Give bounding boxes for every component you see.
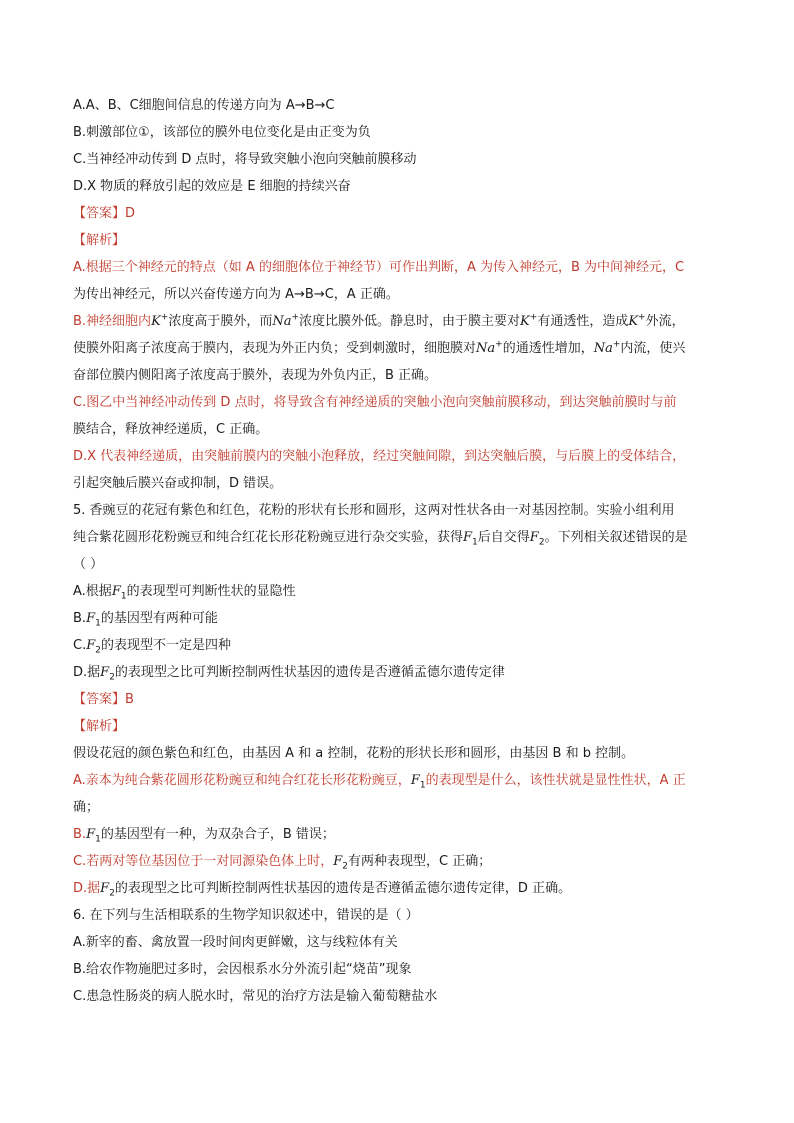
q4-analysis-c-line2: 膜结合，释放神经递质，C 正确。 [73, 422, 269, 437]
q5-stem-line1: 5. 香豌豆的花冠有紫色和红色，花粉的形状有长形和圆形，这两对性状各由一对基因控制。实验小组利用 [73, 503, 675, 518]
q4-analysis-title: 【解析】 [73, 233, 126, 248]
q4-answer: 【答案】D [73, 206, 136, 221]
q5-analysis-a-line2: 确； [73, 800, 100, 815]
q4-option-a: A.A、B、C细胞间信息的传递方向为 A→B→C [73, 98, 335, 113]
q4-b-text: B.神经细胞内 [73, 314, 152, 329]
q4-analysis-d-line1: D.X 代表神经递质，由突触前膜内的突触小泡释放，经过突触间隙，到达突触后膜，与后膜上的受体结合， [73, 449, 686, 464]
document-page [73, 92, 723, 1010]
q5-option-c: $C.F_2$的表现型不一定是四种 [73, 638, 231, 656]
q4-analysis-a-line2: 为传出神经元，所以兴奋传递方向为 A→B→C，A 正确。 [73, 287, 399, 302]
q4-analysis-a-line1: A.根据三个神经元的特点（如 A 的细胞体位于神经节）可作出判断，A 为传入神经元，B 为中间神经元，C [73, 260, 685, 275]
q5-option-a: A.根据$F_1$的表现型可判断性状的显隐性 [73, 584, 296, 602]
q4-analysis-d-line2: 引起突触后膜兴奋或抑制，D 错误。 [73, 476, 283, 491]
q6-stem: 6. 在下列与生活相联系的生物学知识叙述中，错误的是（ ） [73, 908, 419, 923]
q5-option-d: D.据$F_2$的表现型之比可判断控制两性状基因的遗传是否遵循孟德尔遗传定律 [73, 665, 505, 683]
q6-option-a: A.新宰的畜、禽放置一段时间肉更鲜嫩，这与线粒体有关 [73, 935, 398, 950]
q4-analysis-b-line1: B.神经细胞内K+浓度高于膜外，而Na+浓度比膜外低。静息时，由于膜主要对K+有通透性，造成K+外流， [73, 312, 685, 329]
q4-option-b: B.刺激部位①，该部位的膜外电位变化是由正变为负 [73, 125, 371, 140]
q4-analysis-b-line3: 奋部位膜内侧阳离子浓度高于膜外，表现为外负内正，B 正确。 [73, 368, 438, 383]
q4-option-c: C.当神经冲动传到 D 点时，将导致突触小泡向突触前膜移动 [73, 152, 417, 167]
q6-option-c: C.患急性肠炎的病人脱水时，常见的治疗方法是输入葡萄糖盐水 [73, 989, 438, 1004]
q5-option-b: $B.F_1$的基因型有两种可能 [73, 611, 218, 629]
q5-analysis-c: C.若两对等位基因位于一对同源染色体上时，$F_2$有两种表现型，C 正确； [73, 854, 492, 872]
q5-analysis-d: D.据$F_2$的表现型之比可判断控制两性状基因的遗传是否遵循孟德尔遗传定律，D 正确。 [73, 881, 572, 899]
q6-option-b: B.给农作物施肥过多时，会因根系水分外流引起“烧苗”现象 [73, 962, 412, 977]
q5-stem-line3: （ ） [73, 557, 104, 572]
q4-analysis-c-line1: C.图乙中当神经冲动传到 D 点时，将导致含有神经递质的突触小泡向突触前膜移动，到达突触前膜时与前 [73, 395, 677, 410]
q5-answer: 【答案】B [73, 692, 134, 707]
q5-analysis-a-line1: A.亲本为纯合紫花圆形花粉豌豆和纯合红花长形花粉豌豆，$F_1$的表现型是什么，该性状就是显性性状，A 正 [73, 773, 686, 791]
q5-analysis-title: 【解析】 [73, 719, 126, 734]
q4-option-d: D.X 物质的释放引起的效应是 E 细胞的持续兴奋 [73, 179, 351, 194]
q5-stem-line2: 纯合紫花圆形花粉豌豆和纯合红花长形花粉豌豆进行杂交实验，获得$F_1$后自交得$F_2$。下列相关叙述错误的是 [73, 530, 688, 548]
q4-analysis-b-line2: 使膜外阳离子浓度高于膜内，表现为外正内负；受到刺激时，细胞膜对Na+的通透性增加，Na+内流，使兴 [73, 339, 686, 356]
q5-analysis-intro: 假设花冠的颜色紫色和红色，由基因 A 和 a 控制，花粉的形状长形和圆形，由基因 B 和 b 控制。 [73, 746, 635, 761]
q5-analysis-b: $B.F_1$的基因型有一种，为双杂合子，B 错误； [73, 827, 335, 845]
